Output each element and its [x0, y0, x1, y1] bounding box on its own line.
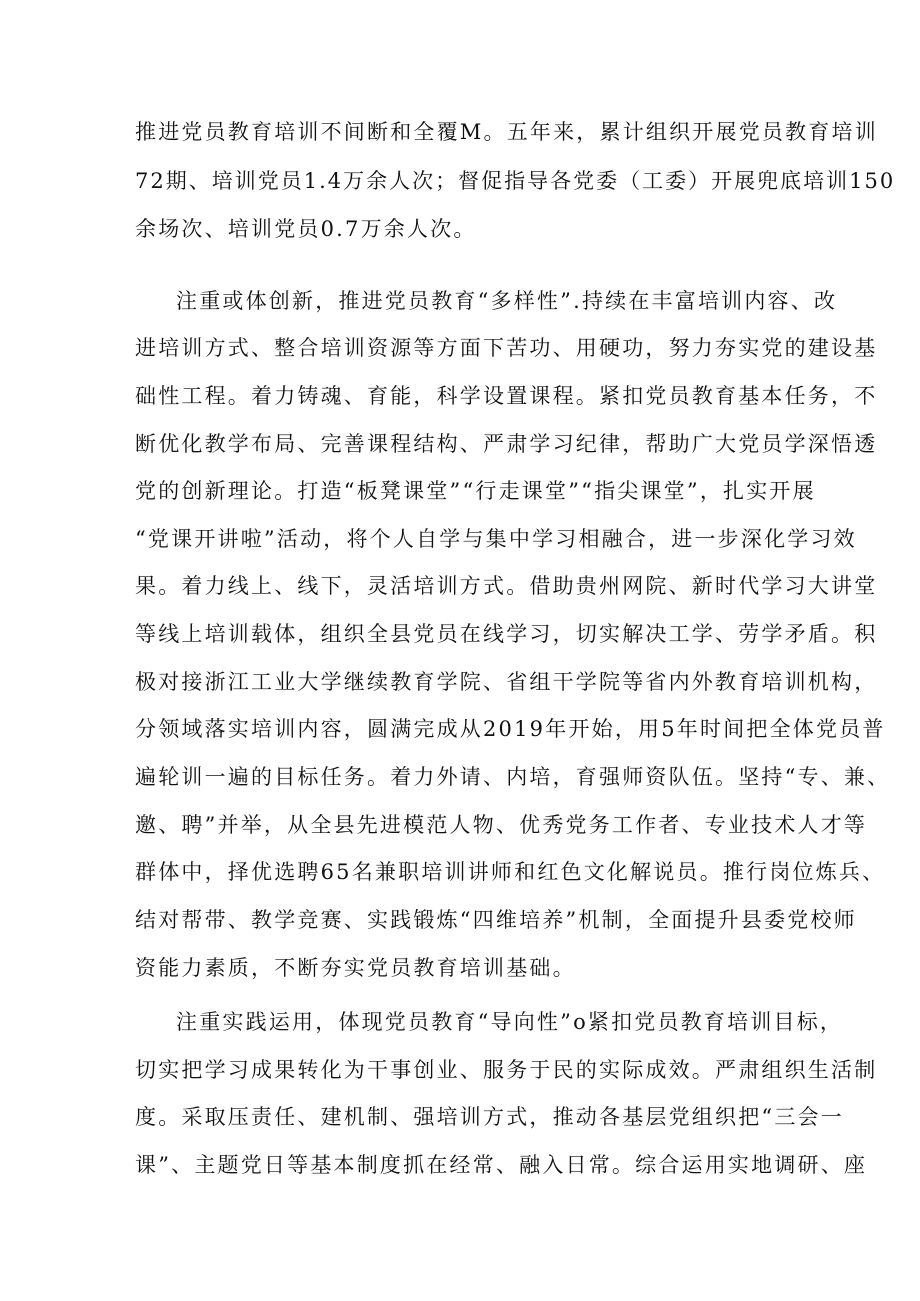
text-line: 切实把学习成果转化为干事创业、服务于民的实际成效。严肃组织生活制: [135, 1058, 878, 1082]
text-line: 极对接浙江工业大学继续教育学院、省组干学院等省内外教育培训机构，: [135, 670, 878, 694]
text-line: 结对帮带、教学竞赛、实践锻炼“四维培养”机制，全面提升县委党校师: [135, 908, 857, 932]
text-line: 进培训方式、整合培训资源等方面下苦功、用硬功，努力夯实党的建设基: [135, 336, 878, 360]
text-line: 资能力素质，不断夯实党员教育培训基础。: [135, 956, 576, 980]
text-line: 果。着力线上、线下，灵活培训方式。借助贵州网院、新时代学习大讲堂: [135, 574, 878, 598]
text-line: 断优化教学布局、完善课程结构、严肃学习纪律，帮助广大党员学深悟透: [135, 432, 878, 456]
text-line: 遍轮训一遍的目标任务。着力外请、内培，育强师资队伍。坚持“专、兼、: [135, 765, 891, 789]
text-line: 党的创新理论。打造“板凳课堂”“行走课堂”“指尖课堂”，扎实开展: [135, 479, 816, 503]
text-line: 推进党员教育培训不间断和全覆M。五年来，累计组织开展党员教育培训: [135, 120, 878, 144]
text-line: 础性工程。着力铸魂、育能，科学设置课程。紧扣党员教育基本任务，不: [135, 384, 878, 408]
text-line: 邀、聘”并举，从全县先进模范人物、优秀党务工作者、专业技术人才等: [135, 813, 868, 837]
text-line: 分领域落实培训内容，圆满完成从2019年开始，用5年时间把全体党员普: [135, 717, 886, 741]
text-line: 等线上培训载体，组织全县党员在线学习，切实解决工学、劳学矛盾。积: [135, 622, 878, 646]
text-line: 注重或体创新，推进党员教育“多样性”.持续在丰富培训内容、改: [176, 289, 838, 313]
text-line: “党课开讲啦”活动，将个人自学与集中学习相融合，进一步深化学习效: [135, 527, 857, 551]
text-line: 群体中，择优选聘65名兼职培训讲师和红色文化解说员。推行岗位炼兵、: [135, 860, 886, 884]
text-line: 课”、主题党日等基本制度抓在经常、融入日常。综合运用实地调研、座: [135, 1153, 868, 1177]
text-line: 注重实践运用，体现党员教育“导向性”o紧扣党员教育培训目标，: [176, 1010, 844, 1034]
text-line: 度。采取压责任、建机制、强培训方式，推动各基层党组织把“三会一: [135, 1105, 844, 1129]
text-line: 72期、培训党员1.4万余人次；督促指导各党委（工委）开展兜底培训150: [135, 169, 896, 193]
text-line: 余场次、培训党员0.7万余人次。: [135, 217, 477, 241]
